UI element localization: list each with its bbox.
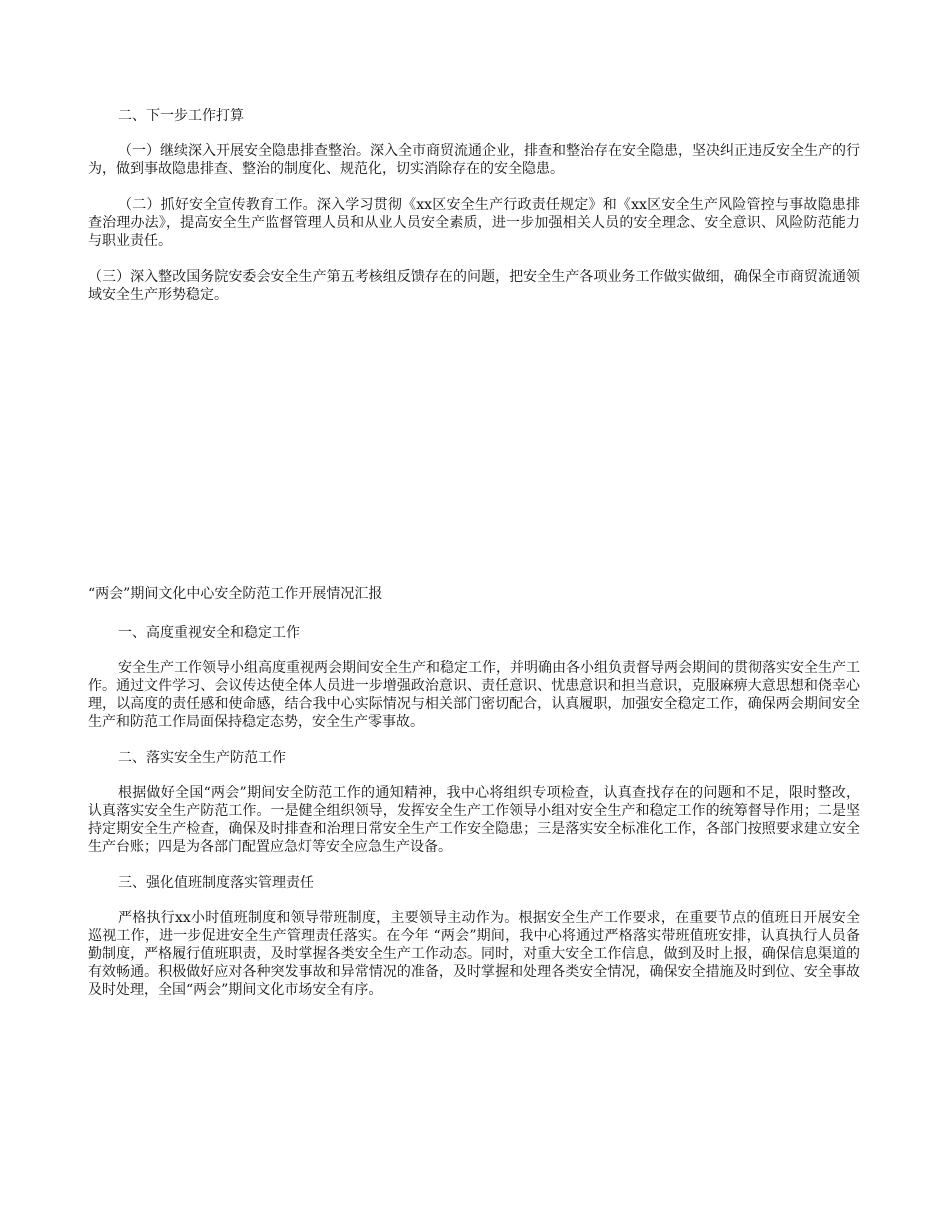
paragraph-item-2: （二）抓好安全宣传教育工作。深入学习贯彻《xx区安全生产行政责任规定》和《xx区安全生产风险管控与事故隐患排查治理办法》，提高安全生产监督管理人员和从业人员安全素质，进一步加强相关人员的安全理念、安全意识、风险防范能力与职业责任。: [88, 197, 860, 249]
report-section-heading-2: 二、落实安全生产防范工作: [118, 750, 286, 766]
section-heading-next-steps: 二、下一步工作打算: [118, 108, 244, 124]
report-section-body-1: 安全生产工作领导小组高度重视两会期间安全生产和稳定工作，并明确由各小组负责督导两会期间的贯彻落实安全生产工作。通过文件学习、会议传达使全体人员进一步增强政治意识、责任意识、忧患意识和担当意识，克服麻痹大意思想和侥幸心理，以高度的责任感和使命感，结合我中心实际情况与相关部门密切配合，认真履职，加强安全稳定工作，确保两会期间安全生产和防范工作局面保持稳定态势，安全生产零事故。: [88, 660, 860, 730]
report-title: “两会”期间文化中心安全防范工作开展情况汇报: [88, 586, 383, 602]
paragraph-item-1: （一）继续深入开展安全隐患排查整治。深入全市商贸流通企业，排查和整治存在安全隐患，坚决纠正违反安全生产的行为，做到事故隐患排查、整治的制度化、规范化，切实消除存在的安全隐患。: [88, 143, 860, 177]
report-section-body-2: 根据做好全国“两会”期间安全防范工作的通知精神，我中心将组织专项检查，认真查找存在的问题和不足，限时整改，认真落实安全生产防范工作。一是健全组织领导，发挥安全生产工作领导小组对安全生产和稳定工作的统筹督导作用；二是坚持定期安全生产检查，确保及时排查和治理日常安全生产工作安全隐患；三是落实安全标准化工作，各部门按照要求建立安全生产台账；四是为各部门配置应急灯等安全应急生产设备。: [88, 785, 860, 855]
report-section-heading-1: 一、高度重视安全和稳定工作: [118, 625, 300, 641]
report-section-heading-3: 三、强化值班制度落实管理责任: [118, 875, 314, 891]
report-section-body-3: 严格执行xx小时值班制度和领导带班制度，主要领导主动作为。根据安全生产工作要求，在重要节点的值班日开展安全巡视工作，进一步促进安全生产管理责任落实。在今年 “两会”期间，我中心将通过严格落实带班值班安排，认真执行人员备勤制度，严格履行值班职责，及时掌握各类安全生产工作动态。同时，对重大安全工作信息，做到及时上报，确保信息渠道的有效畅通。积极做好应对各种突发事故和异常情况的准备，及时掌握和处理各类安全情况，确保安全措施及时到位、安全事故及时处理，全国“两会”期间文化市场安全有序。: [88, 910, 860, 998]
paragraph-item-3: （三）深入整改国务院安委会安全生产第五考核组反馈存在的问题，把安全生产各项业务工作做实做细，确保全市商贸流通领域安全生产形势稳定。: [88, 269, 860, 303]
